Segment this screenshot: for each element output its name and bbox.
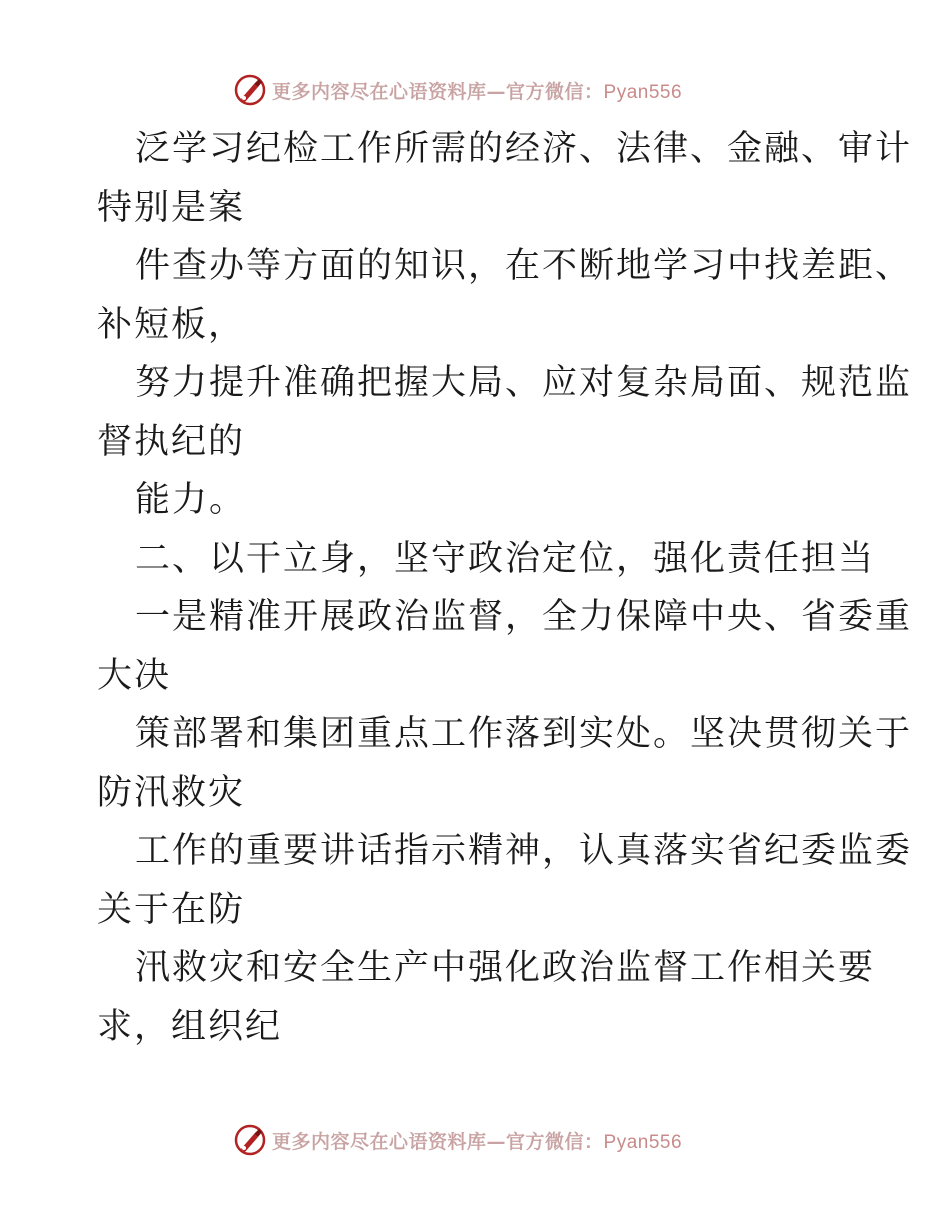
text-line: 求，组织纪 [97, 1006, 283, 1047]
text-line: 一是精准开展政治监督，全力保障中央、省委重 [135, 597, 913, 637]
text-line: 努力提升准确把握大局、应对复杂局面、规范监 [135, 363, 913, 403]
text-line: 防汛救灾 [97, 772, 246, 813]
text-line: 泛学习纪检工作所需的经济、法律、金融、审计 [135, 129, 913, 169]
footer-wechat-id: Pyan556 [603, 1131, 683, 1153]
text-line: 策部署和集团重点工作落到实处。坚决贯彻关于 [135, 714, 913, 754]
header-banner-text: 更多内容尽在心语资料库—官方微信：Pyan556 [272, 80, 683, 103]
text-line: 关于在防 [97, 889, 246, 930]
text-line: 汛救灾和安全生产中强化政治监督工作相关要 [135, 948, 876, 988]
text-line: 件查办等方面的知识，在不断地学习中找差距、 [135, 246, 913, 286]
pen-circle-logo-icon [232, 72, 268, 108]
document-body [97, 120, 913, 1056]
pen-circle-logo-icon [232, 1122, 268, 1158]
text-line: 大决 [97, 655, 172, 696]
text-line: 二、以干立身，坚守政治定位，强化责任担当 [135, 538, 876, 579]
text-line: 补短板， [97, 304, 246, 345]
footer-banner-text: 更多内容尽在心语资料库—官方微信：Pyan556 [272, 1130, 683, 1153]
text-line: 能力。 [135, 480, 247, 520]
header-wechat-id: Pyan556 [603, 81, 683, 103]
text-line: 工作的重要讲话指示精神，认真落实省纪委监委 [135, 831, 913, 871]
text-line: 特别是案 [97, 187, 246, 228]
text-line: 督执纪的 [97, 421, 246, 462]
footer-banner [232, 1120, 752, 1160]
header-banner [232, 70, 752, 110]
